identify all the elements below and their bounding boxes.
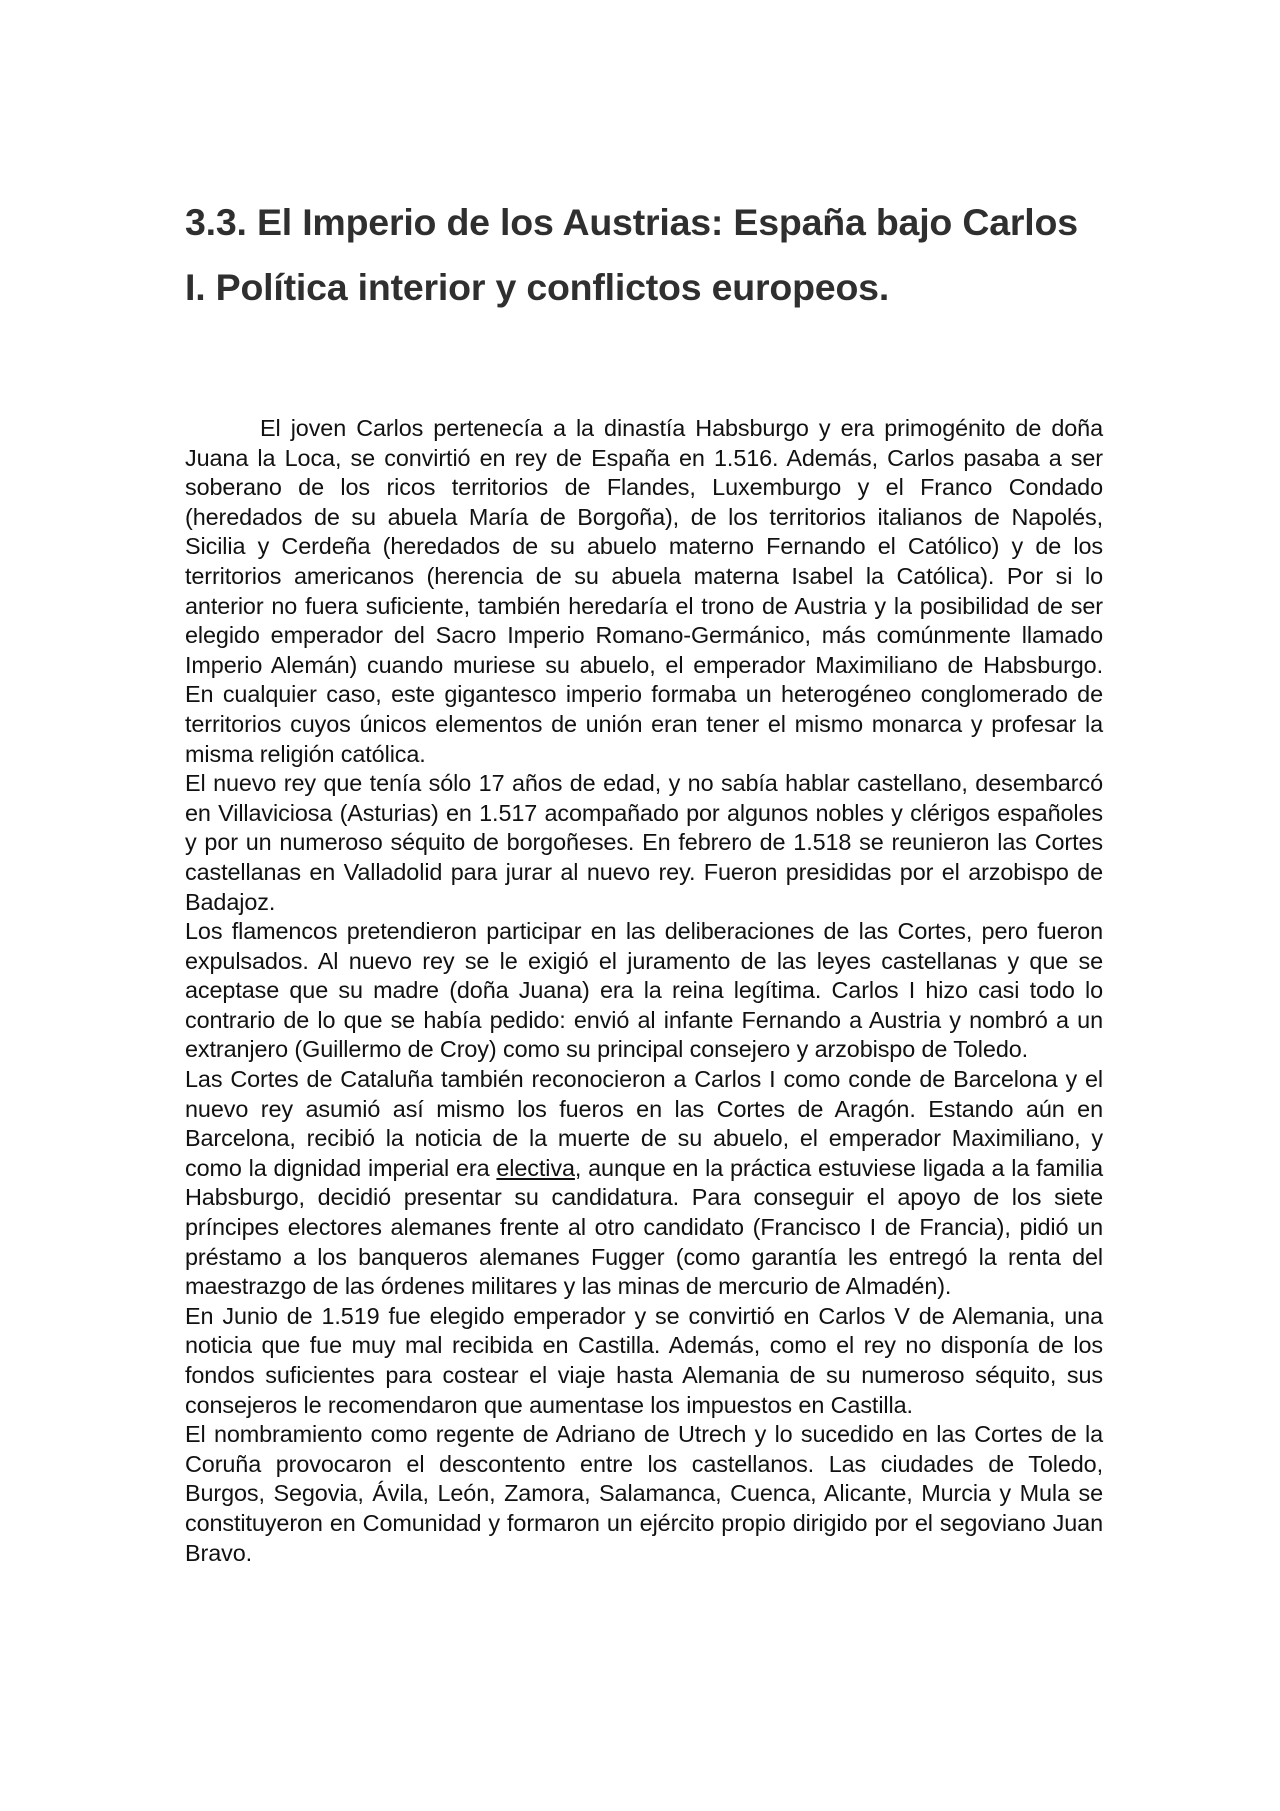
paragraph-4-text-after: , aunque en la práctica estuviese ligada a la familia Habsburgo, decidió presentar su candidatura. Para conseguir el apoyo de los siete príncipes electores alemanes frente al otro candidato (Francisco I de Francia), pidió un préstamo a los banqueros alemanes Fugger (como garantía les entregó la renta del maestrazgo de las órdenes militares y las minas de mercurio de Almadén). xyxy=(185,1154,1103,1300)
paragraph-3: Los flamencos pretendieron participar en las deliberaciones de las Cortes, pero fueron expulsados. Al nuevo rey se le exigió el juramento de las leyes castellanas y que se aceptase que su madre (doña Juana) era la reina legítima. Carlos I hizo casi todo lo contrario de lo que se había pedido: envió al infante Fernando a Austria y nombró a un extranjero (Guillermo de Croy) como su principal consejero y arzobispo de Toledo. xyxy=(185,918,1103,1063)
section-title: 3.3. El Imperio de los Austrias: España bajo Carlos I. Política interior y conflictos europeos. xyxy=(185,201,1078,308)
paragraph-6: El nombramiento como regente de Adriano de Utrech y lo sucedido en las Cortes de la Coruña provocaron el descontento entre los castellanos. Las ciudades de Toledo, Burgos, Segovia, Ávila, León, Zamora, Salamanca, Cuenca, Alicante, Murcia y Mula se constituyeron en Comunidad y formaron un ejército propio dirigido por el segoviano Juan Bravo. xyxy=(185,1421,1103,1566)
document-page xyxy=(185,190,1103,1568)
body-text xyxy=(185,414,1103,1568)
underlined-term: electiva xyxy=(496,1154,575,1181)
paragraph-1: El joven Carlos pertenecía a la dinastía Habsburgo y era primogénito de doña Juana la Loca, se convirtió en rey de España en 1.516. Además, Carlos pasaba a ser soberano de los ricos territorios de Flandes, Luxemburgo y el Franco Condado (heredados de su abuela María de Borgoña), de los territorios italianos de Napolés, Sicilia y Cerdeña (heredados de su abuelo materno Fernando el Católico) y de los territorios americanos (herencia de su abuela materna Isabel la Católica). Por si lo anterior no fuera suficiente, también heredaría el trono de Austria y la posibilidad de ser elegido emperador del Sacro Imperio Romano-Germánico, más comúnmente llamado Imperio Alemán) cuando muriese su abuelo, el emperador Maximiliano de Habsburgo. En cualquier caso, este gigantesco imperio formaba un heterogéneo conglomerado de territorios cuyos únicos elementos de unión eran tener el mismo monarca y profesar la misma religión católica. xyxy=(185,415,1103,767)
paragraph-4 xyxy=(185,1065,1103,1302)
paragraph-5: En Junio de 1.519 fue elegido emperador y se convirtió en Carlos V de Alemania, una noticia que fue muy mal recibida en Castilla. Además, como el rey no disponía de los fondos suficientes para costear el viaje hasta Alemania de su numeroso séquito, sus consejeros le recomendaron que aumentase los impuestos en Castilla. xyxy=(185,1302,1103,1418)
paragraph-4-text-before: Las Cortes de Cataluña también reconocieron a Carlos I como conde de Barcelona y el nuevo rey asumió así mismo los fueros en las Cortes de Aragón. Estando aún en Barcelona, recibió la noticia de la muerte de su abuelo, el emperador Maximiliano, y como la dignidad imperial era xyxy=(185,1066,1103,1181)
paragraph-2: El nuevo rey que tenía sólo 17 años de edad, y no sabía hablar castellano, desembarcó en Villaviciosa (Asturias) en 1.517 acompañado por algunos nobles y clérigos españoles y por un numeroso séquito de borgoñeses. En febrero de 1.518 se reunieron las Cortes castellanas en Valladolid para jurar al nuevo rey. Fueron presididas por el arzobispo de Badajoz. xyxy=(185,770,1103,915)
